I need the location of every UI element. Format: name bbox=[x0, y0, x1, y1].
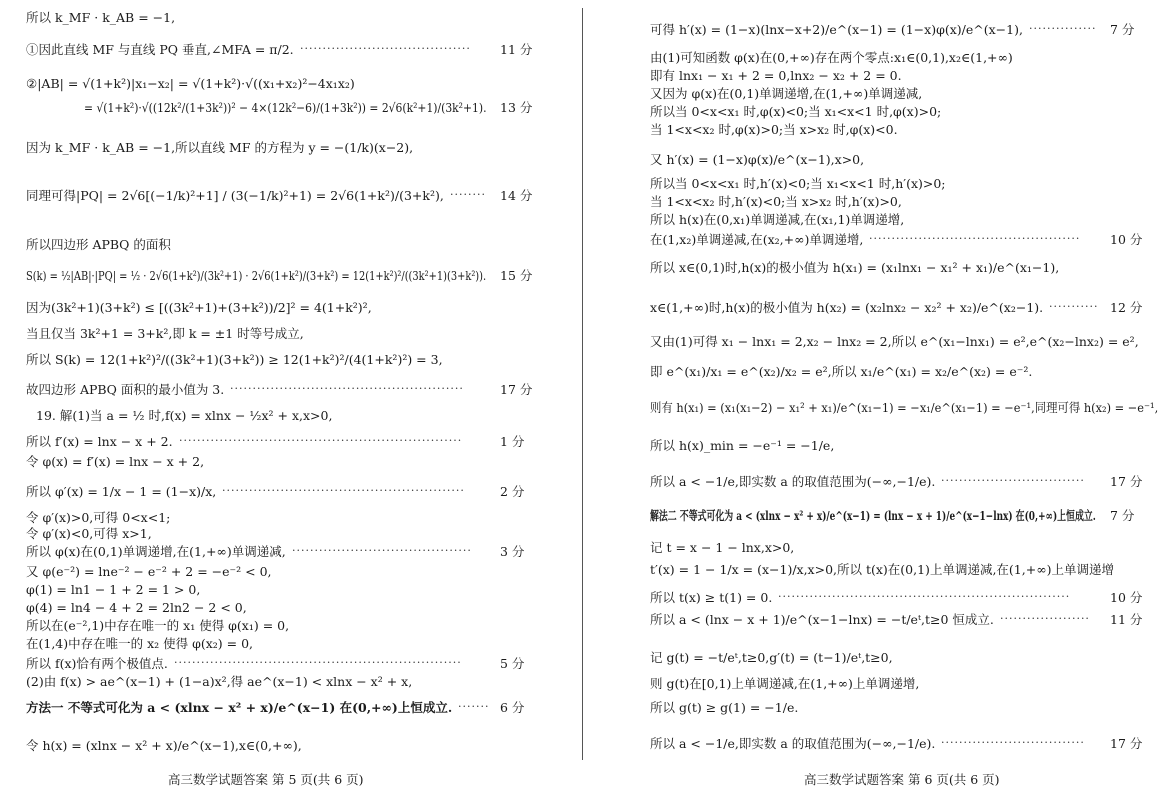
leader-dots: ······· bbox=[458, 700, 490, 713]
leader-dots: ··············································· bbox=[869, 232, 1081, 245]
text-line: 当 1<x<x₂ 时,φ(x)>0;当 x>x₂ 时,φ(x)<0. bbox=[650, 122, 898, 137]
score-mark: 15 分 bbox=[500, 268, 533, 283]
score-mark: 17 分 bbox=[1110, 474, 1143, 489]
text-line: 所以在(e⁻²,1)中存在唯一的 x₁ 使得 φ(x₁) = 0, bbox=[26, 618, 290, 633]
page-footer: 高三数学试题答案 第 5 页(共 6 页) bbox=[168, 772, 364, 787]
text-line: 在(1,x₂)单调递减,在(x₂,+∞)单调递增, bbox=[650, 232, 864, 247]
score-mark: 12 分 bbox=[1110, 300, 1143, 315]
text-line: 又 φ(e⁻²) = lne⁻² − e⁻² + 2 = −e⁻² < 0, bbox=[26, 564, 272, 579]
leader-dots: ··········· bbox=[1049, 300, 1099, 313]
column-divider bbox=[582, 8, 583, 760]
text-line: 当且仅当 3k²+1 = 3+k²,即 k = ±1 时等号成立, bbox=[26, 326, 304, 341]
score-mark: 1 分 bbox=[500, 434, 525, 449]
text-line: 令 φ(x) = f′(x) = lnx − x + 2, bbox=[26, 454, 205, 469]
text-line: 则 g(t)在[0,1)上单调递减,在(1,+∞)上单调递增, bbox=[650, 676, 920, 691]
leader-dots bbox=[1102, 508, 1104, 524]
text-line: = √(1+k²)·√((12k²/(1+3k²))² − 4×(12k²−6)/(1+3k²)) = 2√6(k²+1)/(3k²+1). bbox=[84, 100, 487, 115]
text-line: 又由(1)可得 x₁ − lnx₁ = 2,x₂ − lnx₂ = 2,所以 e^(x₁−lnx₁) = e²,e^(x₂−lnx₂) = e², bbox=[650, 334, 1139, 349]
leader-dots: ································································ bbox=[174, 656, 462, 669]
text-line: 所以 f′(x) = lnx − x + 2. bbox=[26, 434, 173, 449]
text-line: x∈(1,+∞)时,h(x)的极小值为 h(x₂) = (x₂lnx₂ − x₂² + x₂)/e^(x₂−1). bbox=[650, 300, 1044, 315]
text-line: 记 g(t) = −t/eᵗ,t≥0,g′(t) = (t−1)/eᵗ,t≥0, bbox=[650, 650, 893, 665]
score-mark: 2 分 bbox=[500, 484, 525, 499]
text-line: 由(1)可知函数 φ(x)在(0,+∞)存在两个零点:x₁∈(0,1),x₂∈(1,+∞) bbox=[650, 50, 1013, 65]
score-mark: 17 分 bbox=[500, 382, 533, 397]
text-line: t′(x) = 1 − 1/x = (x−1)/x,x>0,所以 t(x)在(0,1)上单调递减,在(1,+∞)上单调递增 bbox=[650, 562, 1114, 577]
text-line: S(k) = ½|AB|·|PQ| = ½ · 2√6(1+k²)/(3k²+1) · 2√6(1+k²)/(3+k²) = 12(1+k²)²/((3k²+1)(3+k²)). bbox=[26, 268, 487, 283]
text-line: φ(1) = ln1 − 1 + 2 = 1 > 0, bbox=[26, 582, 201, 597]
text-line: 故四边形 APBQ 面积的最小值为 3. bbox=[26, 382, 225, 397]
text-line: 所以 h(x)在(0,x₁)单调递减,在(x₁,1)单调递增, bbox=[650, 212, 905, 227]
text-line: 所以 φ(x)在(0,1)单调递增,在(1,+∞)单调递减, bbox=[26, 544, 286, 559]
score-mark: 5 分 bbox=[500, 656, 525, 671]
text-line: 所以四边形 APBQ 的面积 bbox=[26, 237, 171, 252]
text-line: 所以 t(x) ≥ t(1) = 0. bbox=[650, 590, 773, 605]
text-line: 同理可得|PQ| = 2√6[(−1/k)²+1] / (3(−1/k)²+1) = 2√6(1+k²)/(3+k²), bbox=[26, 188, 444, 203]
leader-dots bbox=[492, 100, 494, 116]
text-line: 记 t = x − 1 − lnx,x>0, bbox=[650, 540, 795, 555]
text-line: 所以当 0<x<x₁ 时,φ(x)<0;当 x₁<x<1 时,φ(x)>0; bbox=[650, 104, 942, 119]
text-line: 令 φ′(x)<0,可得 x>1, bbox=[26, 526, 152, 541]
text-line: 所以 k_MF · k_AB = −1, bbox=[26, 10, 176, 25]
text-line: 又 h′(x) = (1−x)φ(x)/e^(x−1),x>0, bbox=[650, 152, 865, 167]
page-6-column bbox=[588, 0, 1168, 800]
text-line: 19. 解(1)当 a = ½ 时,f(x) = xlnx − ½x² + x,x>0, bbox=[36, 408, 333, 423]
text-line: 所以 a < −1/e,即实数 a 的取值范围为(−∞,−1/e). bbox=[650, 736, 936, 751]
text-line: 所以 f(x)恰有两个极值点. bbox=[26, 656, 168, 671]
text-line: 因为(3k²+1)(3+k²) ≤ [((3k²+1)+(3+k²))/2]² = 4(1+k²)², bbox=[26, 300, 372, 315]
text-line: ①因此直线 MF 与直线 PQ 垂直,∠MFA = π/2. bbox=[26, 42, 294, 57]
leader-dots: ···················· bbox=[1000, 612, 1090, 625]
score-mark: 13 分 bbox=[500, 100, 533, 115]
text-line: 解法二 不等式可化为 a < (xlnx − x² + x)/e^(x−1) = (lnx − x + 1)/e^(x−1−lnx) 在(0,+∞)上恒成立. bbox=[650, 508, 1096, 523]
text-line: 所以 h(x)_min = −e⁻¹ = −1/e, bbox=[650, 438, 835, 453]
score-mark: 17 分 bbox=[1110, 736, 1143, 751]
leader-dots: ································ bbox=[941, 474, 1085, 487]
text-line: (2)由 f(x) > ae^(x−1) + (1−a)x²,得 ae^(x−1) < xlnx − x² + x, bbox=[26, 674, 413, 689]
text-line: ②|AB| = √(1+k²)|x₁−x₂| = √(1+k²)·√((x₁+x₂)²−4x₁x₂) bbox=[26, 76, 355, 91]
leader-dots: ······················································ bbox=[222, 484, 465, 497]
text-line: 方法一 不等式可化为 a < (xlnx − x² + x)/e^(x−1) 在(0,+∞)上恒成立. bbox=[26, 700, 453, 715]
leader-dots: ······································ bbox=[300, 42, 471, 55]
text-line: 即 e^(x₁)/x₁ = e^(x₂)/x₂ = e²,所以 x₁/e^(x₁) = x₂/e^(x₂) = e⁻². bbox=[650, 364, 1033, 379]
text-line: 可得 h′(x) = (1−x)(lnx−x+2)/e^(x−1) = (1−x)φ(x)/e^(x−1), bbox=[650, 22, 1023, 37]
text-line: 所以 S(k) = 12(1+k²)²/((3k²+1)(3+k²)) ≥ 12(1+k²)²/(4(1+k²)²) = 3, bbox=[26, 352, 443, 367]
text-line: 则有 h(x₁) = (x₁(x₁−2) − x₁² + x₁)/e^(x₁−1) = −x₁/e^(x₁−1) = −e⁻¹,同理可得 h(x₂) = −e⁻¹, bbox=[650, 400, 1159, 415]
text-line: 因为 k_MF · k_AB = −1,所以直线 MF 的方程为 y = −(1/k)(x−2), bbox=[26, 140, 414, 155]
score-mark: 14 分 bbox=[500, 188, 533, 203]
leader-dots: ········································ bbox=[292, 544, 472, 557]
text-line: φ(4) = ln4 − 4 + 2 = 2ln2 − 2 < 0, bbox=[26, 600, 247, 615]
text-line: 所以 a < (lnx − x + 1)/e^(x−1−lnx) = −t/eᵗ,t≥0 恒成立. bbox=[650, 612, 994, 627]
leader-dots bbox=[492, 268, 494, 284]
text-line: 又因为 φ(x)在(0,1)单调递增,在(1,+∞)单调递减, bbox=[650, 86, 923, 101]
leader-dots: ································································· bbox=[778, 590, 1071, 603]
leader-dots: ··············· bbox=[1029, 22, 1097, 35]
text-line: 所以当 0<x<x₁ 时,h′(x)<0;当 x₁<x<1 时,h′(x)>0; bbox=[650, 176, 946, 191]
score-mark: 10 分 bbox=[1110, 232, 1143, 247]
text-line: 令 φ′(x)>0,可得 0<x<1; bbox=[26, 510, 171, 525]
score-mark: 7 分 bbox=[1110, 508, 1135, 523]
text-line: 令 h(x) = (xlnx − x² + x)/e^(x−1),x∈(0,+∞), bbox=[26, 738, 302, 753]
text-line: 即有 lnx₁ − x₁ + 2 = 0,lnx₂ − x₂ + 2 = 0. bbox=[650, 68, 902, 83]
score-mark: 3 分 bbox=[500, 544, 525, 559]
score-mark: 10 分 bbox=[1110, 590, 1143, 605]
score-mark: 7 分 bbox=[1110, 22, 1135, 37]
leader-dots: ································ bbox=[941, 736, 1085, 749]
score-mark: 11 分 bbox=[500, 42, 533, 57]
text-line: 所以 φ′(x) = 1/x − 1 = (1−x)/x, bbox=[26, 484, 217, 499]
page-5-column bbox=[0, 0, 580, 800]
score-mark: 6 分 bbox=[500, 700, 525, 715]
leader-dots: ···················································· bbox=[230, 382, 464, 395]
text-line: 所以 a < −1/e,即实数 a 的取值范围为(−∞,−1/e). bbox=[650, 474, 936, 489]
text-line: 在(1,4)中存在唯一的 x₂ 使得 φ(x₂) = 0, bbox=[26, 636, 254, 651]
text-line: 所以 g(t) ≥ g(1) = −1/e. bbox=[650, 700, 799, 715]
text-line: 所以 x∈(0,1)时,h(x)的极小值为 h(x₁) = (x₁lnx₁ − x₁² + x₁)/e^(x₁−1), bbox=[650, 260, 1060, 275]
leader-dots: ······························································· bbox=[179, 434, 463, 447]
score-mark: 11 分 bbox=[1110, 612, 1143, 627]
text-line: 当 1<x<x₂ 时,h′(x)<0;当 x>x₂ 时,h′(x)>0, bbox=[650, 194, 902, 209]
page-footer: 高三数学试题答案 第 6 页(共 6 页) bbox=[804, 772, 1000, 787]
leader-dots: ········ bbox=[450, 188, 486, 201]
